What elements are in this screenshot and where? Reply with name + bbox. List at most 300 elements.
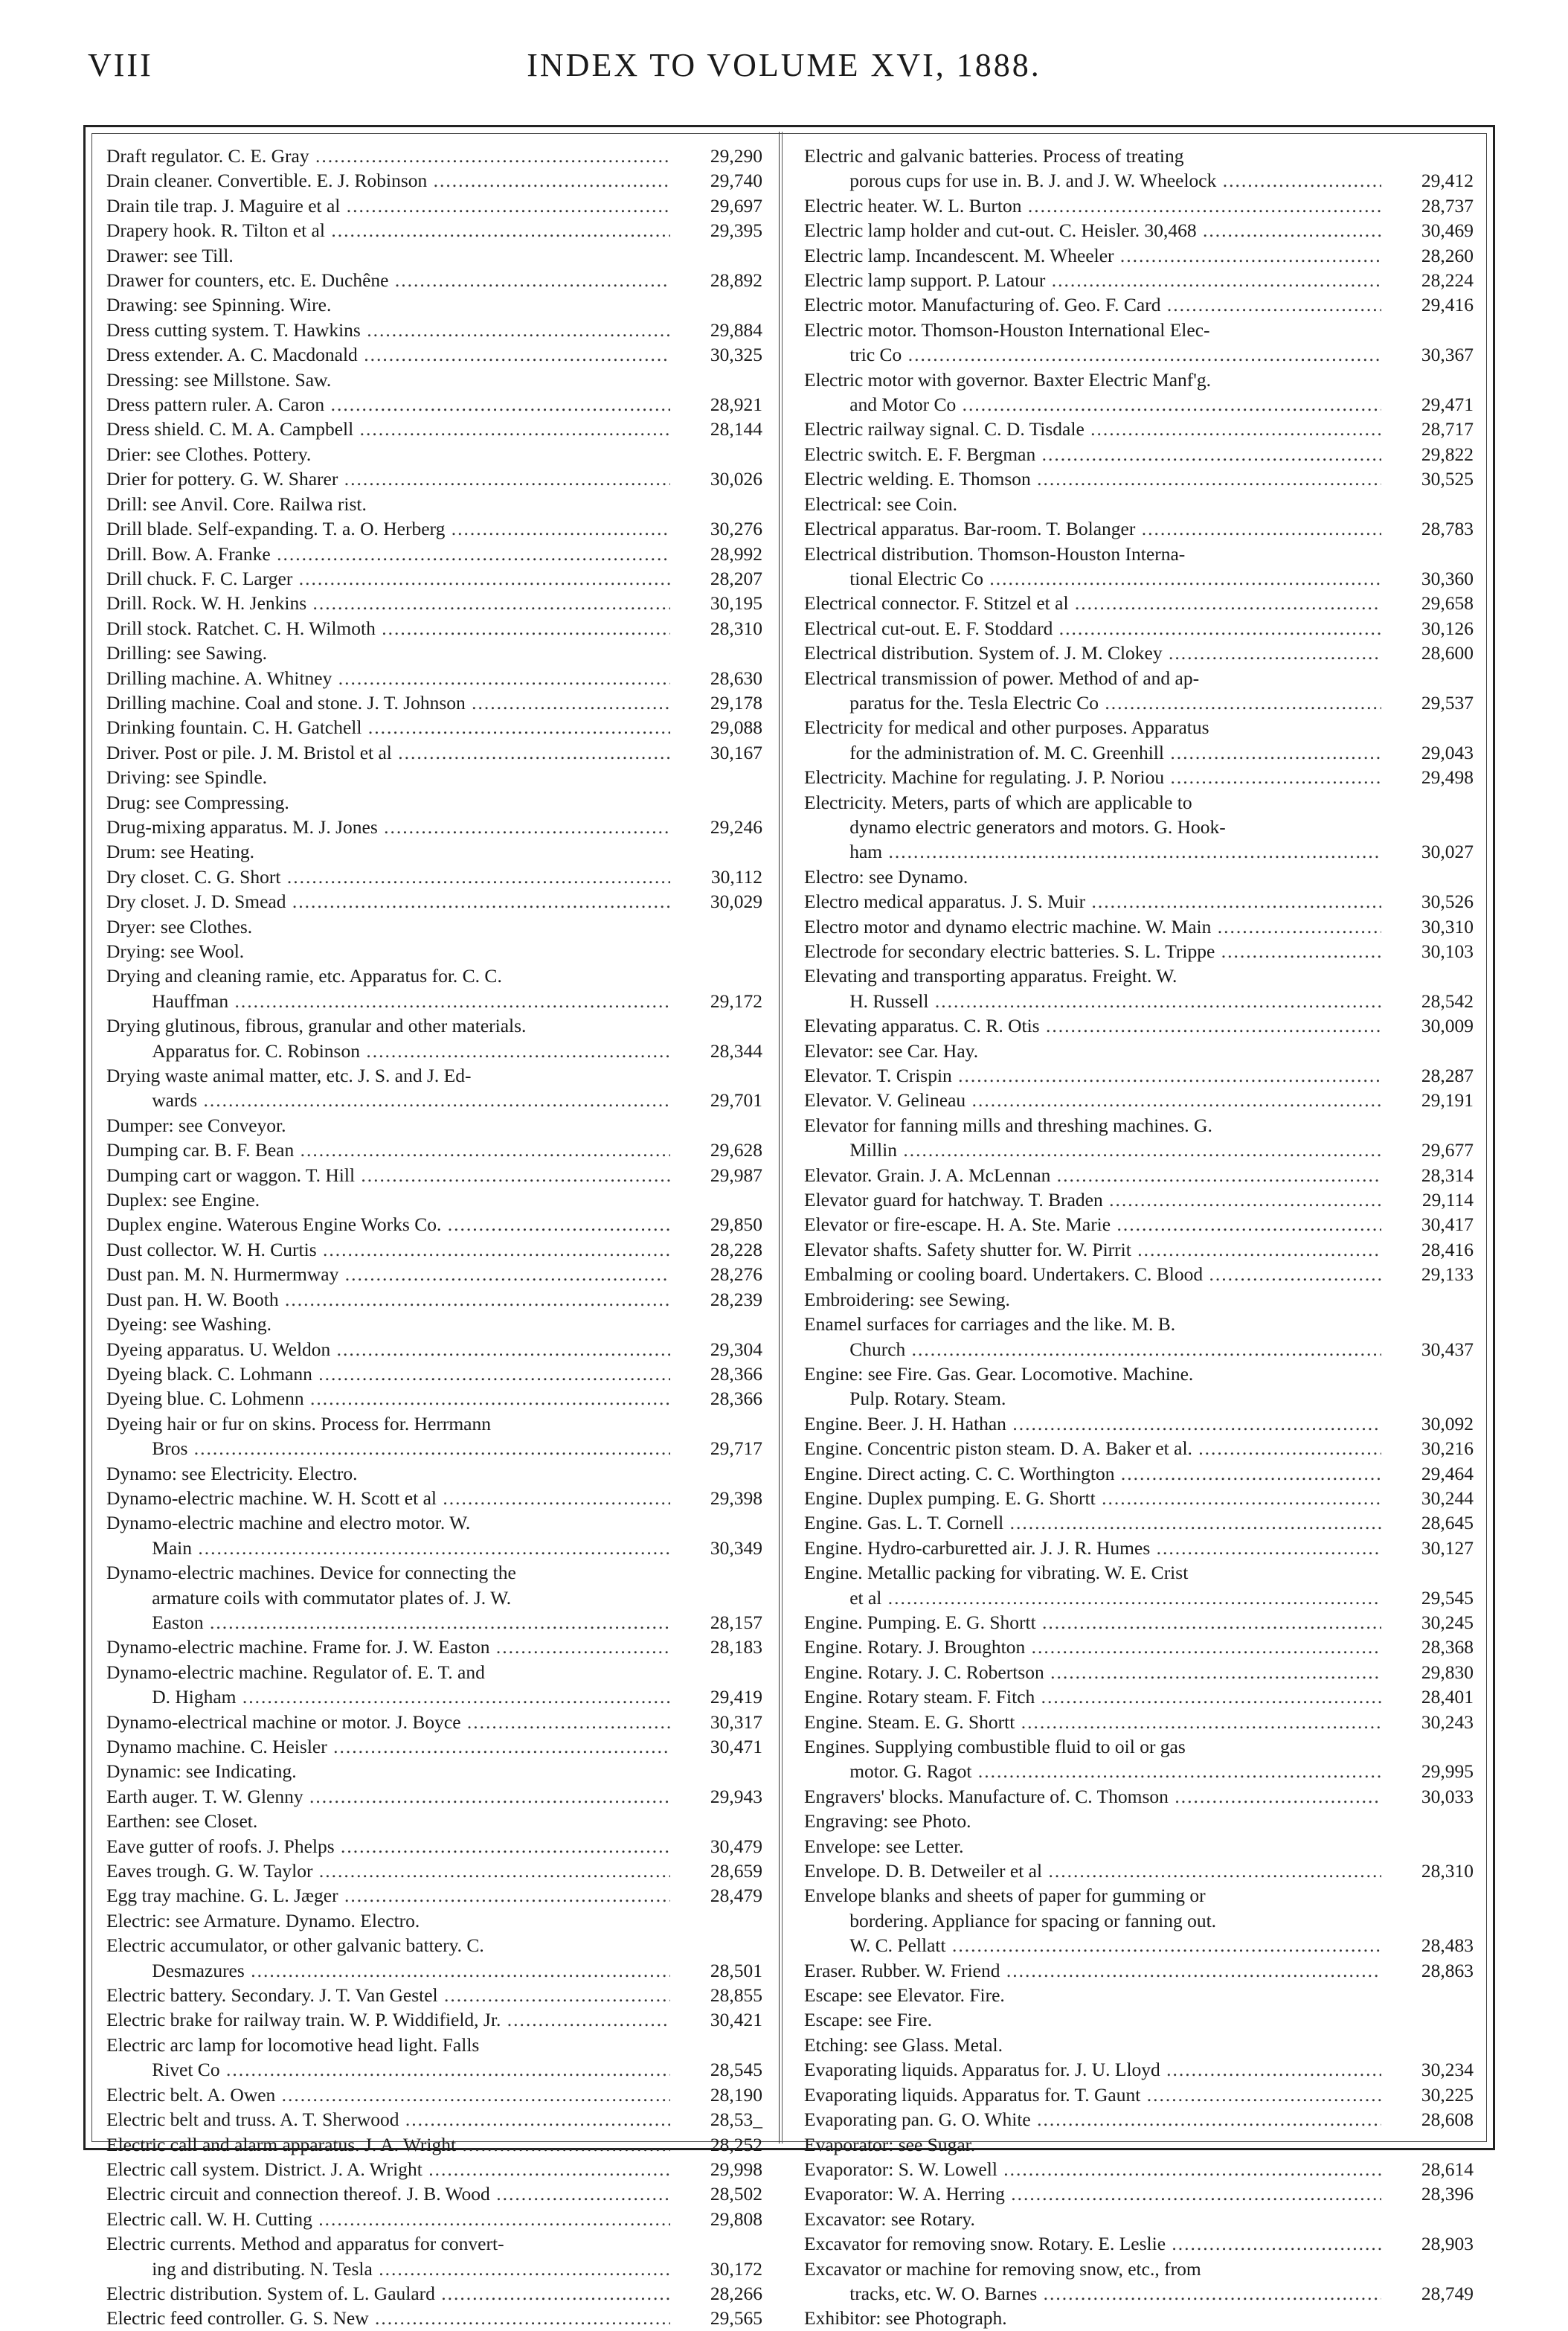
index-entry-text: Evaporating liquids. Apparatus for. T. Gaunt ..... [804, 2082, 1381, 2107]
index-entry-number: 28,366 [710, 1362, 762, 1385]
index-entry [106, 318, 762, 342]
index-entry-text: Elevator shafts. Safety shutter for. W. Pirrit ..... [804, 1237, 1381, 1262]
index-entry-number: 28,608 [1421, 2109, 1474, 2131]
index-entry [804, 566, 1474, 591]
index-entry-number: 28,903 [1421, 2233, 1474, 2255]
index-entry [106, 2207, 762, 2231]
index-entry [106, 715, 762, 740]
index-entry [804, 2107, 1474, 2132]
index-entry-text: Electric call. W. H. Cutting ..... [106, 2207, 670, 2231]
index-entry-text: Duplex engine. Waterous Engine Works Co. ..... [106, 1212, 670, 1237]
index-entry [106, 1287, 762, 1312]
index-entry [106, 1958, 762, 1983]
index-entry [106, 1262, 762, 1286]
index-entry-text: tional Electric Co ..... [804, 566, 1381, 591]
index-entry-text: Dynamo-electric machine and electro motor. W. [106, 1512, 471, 1534]
index-entry [106, 292, 762, 317]
index-entry-text: Dryer: see Clothes. [106, 915, 253, 937]
index-entry [804, 1262, 1474, 1286]
index-entry-number: 29,114 [1421, 1189, 1474, 1211]
index-entry [804, 292, 1474, 317]
index-entry-number: 29,830 [1421, 1661, 1474, 1683]
index-entry-text: Excavator: see Rotary. [804, 2207, 975, 2230]
index-entry-number: 30,225 [1421, 2083, 1474, 2106]
index-entry-text: Etching: see Glass. Metal. [804, 2033, 1003, 2056]
index-entry-number: 30,417 [1421, 1213, 1474, 1236]
index-entry-number: 29,808 [710, 2207, 762, 2230]
index-entry-text: and Motor Co ..... [804, 392, 1381, 417]
index-entry-text: Elevating apparatus. C. R. Otis ..... [804, 1013, 1381, 1038]
index-entry-text: Drapery hook. R. Tilton et al ..... [106, 218, 670, 243]
index-entry-number: 29,884 [710, 318, 762, 341]
index-entry [106, 1113, 762, 1138]
index-entry-number: 28,483 [1421, 1934, 1474, 1957]
index-entry [804, 268, 1474, 292]
index-entry [804, 243, 1474, 268]
index-entry-text: Electro medical apparatus. J. S. Muir ..... [804, 889, 1381, 914]
index-entry [804, 168, 1474, 193]
index-entry-text: Drill. Bow. A. Franke ..... [106, 542, 670, 566]
index-entry [804, 1088, 1474, 1112]
index-entry-number: 29,850 [710, 1213, 762, 1236]
index-entry-text: Electric call and alarm apparatus. J. A. Wright ..... [106, 2132, 670, 2157]
index-entry [804, 715, 1474, 740]
index-entry-number: 28,53_ [710, 2109, 762, 2131]
index-entry [804, 1734, 1474, 1759]
index-entry [106, 2007, 762, 2032]
index-entry-number: 28,144 [710, 418, 762, 440]
index-entry-text: Escape: see Fire. [804, 2009, 933, 2031]
index-entry-number: 29,416 [1421, 294, 1474, 316]
index-entry-text: Drill: see Anvil. Core. Railwa rist. [106, 493, 367, 515]
index-entry-number: 30,469 [1421, 219, 1474, 242]
index-entry-number: 29,998 [710, 2158, 762, 2180]
index-entry-text: Draft regulator. C. E. Gray ..... [106, 144, 670, 168]
index-entry-text: Hauffman ..... [106, 989, 670, 1013]
index-entry [106, 2157, 762, 2181]
index-column-left [106, 144, 762, 2331]
index-entry [804, 442, 1474, 466]
index-entry-text: Electrical connector. F. Stitzel et al ..... [804, 591, 1381, 615]
index-entry-text: Engine. Rotary. J. C. Robertson ..... [804, 1660, 1381, 1684]
index-entry-text: Electric motor. Thomson-Houston International Elec- [804, 318, 1210, 341]
index-entry-number: 29,498 [1421, 766, 1474, 789]
index-entry [106, 1237, 762, 1262]
index-entry [106, 417, 762, 441]
index-entry [804, 516, 1474, 541]
page-number: VIII [88, 47, 153, 83]
index-entry [106, 616, 762, 641]
index-entry-text: Dumping cart or waggon. T. Hill ..... [106, 1163, 670, 1187]
index-entry-number: 29,172 [710, 990, 762, 1012]
index-entry-number: 28,310 [1421, 1860, 1474, 1882]
index-entry-text: Millin ..... [804, 1138, 1381, 1162]
index-entry-number: 29,987 [710, 1164, 762, 1186]
index-entry [804, 1486, 1474, 1510]
index-entry-text: Electrical distribution. System of. J. M. Clokey ..... [804, 641, 1381, 665]
index-entry-text: Duplex: see Engine. [106, 1189, 260, 1211]
index-entry-text: Elevator: see Car. Hay. [804, 1039, 979, 1062]
index-entry [804, 492, 1474, 516]
index-entry-text: Envelope: see Letter. [804, 1835, 964, 1857]
index-entry [804, 1436, 1474, 1461]
index-entry-text: Dynamo: see Electricity. Electro. [106, 1462, 358, 1484]
index-entry-text: Envelope. D. B. Detweiler et al ..... [804, 1859, 1381, 1883]
index-entry-number: 28,183 [710, 1636, 762, 1658]
index-entry-number: 29,290 [710, 145, 762, 167]
index-entry [804, 1113, 1474, 1138]
index-entry [804, 318, 1474, 342]
index-entry-text: Egg tray machine. G. L. Jæger ..... [106, 1883, 670, 1908]
index-entry [106, 1784, 762, 1809]
index-entry-number: 30,245 [1421, 1611, 1474, 1633]
index-entry-number: 30,471 [710, 1736, 762, 1757]
index-entry-text: Driver. Post or pile. J. M. Bristol et al ..... [106, 740, 670, 765]
index-entry [804, 218, 1474, 243]
index-entry-number: 28,224 [1421, 269, 1474, 292]
index-entry-number: 29,717 [710, 1437, 762, 1460]
index-entry-number: 28,630 [710, 667, 762, 689]
index-entry-text: Dry closet. J. D. Smead ..... [106, 889, 670, 914]
index-entry [804, 666, 1474, 690]
index-entry-number: 29,178 [710, 691, 762, 714]
index-entry [106, 1212, 762, 1237]
index-entry-text: Electric feed controller. G. S. New ..... [106, 2306, 670, 2330]
index-entry-text: Eaves trough. G. W. Taylor ..... [106, 1859, 670, 1883]
index-entry [106, 1635, 762, 1659]
index-entry [804, 466, 1474, 491]
index-entry-text: Elevator. T. Crispin ..... [804, 1063, 1381, 1088]
index-entry [106, 963, 762, 988]
index-entry-number: 29,419 [710, 1686, 762, 1708]
index-entry [106, 839, 762, 864]
index-entry-number: 30,216 [1421, 1437, 1474, 1460]
index-entry [804, 2207, 1474, 2231]
index-entry-text: porous cups for use in. B. J. and J. W. Wheelock ..... [804, 168, 1381, 193]
index-entry [106, 342, 762, 367]
index-entry-text: Engraving: see Photo. [804, 1810, 971, 1833]
index-entry-text: Electrical cut-out. E. F. Stoddard ..... [804, 616, 1381, 641]
index-entry [106, 914, 762, 939]
index-entry-text: W. C. Pellatt ..... [804, 1933, 1381, 1958]
index-entry-number: 28,749 [1421, 2282, 1474, 2304]
index-entry-text: Drill. Rock. W. H. Jenkins ..... [106, 591, 670, 615]
index-entry [804, 144, 1474, 168]
index-entry [106, 442, 762, 466]
index-entry-number: 30,479 [710, 1835, 762, 1857]
index-entry-number: 30,234 [1421, 2059, 1474, 2081]
index-entry-number: 28,287 [1421, 1065, 1474, 1087]
index-entry-text: Electrical: see Coin. [804, 493, 958, 515]
index-entry [804, 1063, 1474, 1088]
index-entry-number: 29,133 [1421, 1263, 1474, 1286]
index-entry-text: Dress extender. A. C. Macdonald ..... [106, 342, 670, 367]
index-entry [804, 2057, 1474, 2082]
index-entry-text: Electricity. Machine for regulating. J. P. Noriou ..... [804, 765, 1381, 789]
index-entry-number: 28,207 [710, 567, 762, 589]
index-entry [804, 1163, 1474, 1187]
index-entry-number: 30,349 [710, 1536, 762, 1559]
index-entry [804, 417, 1474, 441]
index-entry [106, 1510, 762, 1535]
index-entry [804, 2007, 1474, 2032]
index-entry [106, 1759, 762, 1783]
index-entry-number: 28,366 [710, 1388, 762, 1410]
index-entry [106, 1710, 762, 1734]
index-entry [804, 2281, 1474, 2306]
index-entry-text: Desmazures ..... [106, 1958, 670, 1983]
index-entry [804, 1933, 1474, 1958]
index-entry-text: Dressing: see Millstone. Saw. [106, 368, 332, 391]
index-entry-number: 30,244 [1421, 1487, 1474, 1509]
index-entry [106, 1312, 762, 1336]
index-entry-text: Drilling machine. Coal and stone. J. T. Johnson ..... [106, 690, 670, 715]
index-entry [804, 865, 1474, 889]
index-entry-text: Elevating and transporting apparatus. Freight. W. [804, 965, 1177, 987]
index-entry [804, 1759, 1474, 1783]
index-entry-text: Dust pan. H. W. Booth ..... [106, 1287, 670, 1312]
index-entry-number: 30,310 [1421, 915, 1474, 937]
index-entry [804, 1809, 1474, 1833]
index-entry [804, 1386, 1474, 1411]
index-entry-text: Electro motor and dynamo electric machine. W. Main ..... [804, 914, 1381, 939]
index-entry [804, 1212, 1474, 1237]
index-entry [106, 1560, 762, 1585]
index-entry [106, 466, 762, 491]
index-entry [804, 193, 1474, 218]
index-entry-number: 28,600 [1421, 642, 1474, 664]
index-entry [106, 516, 762, 541]
index-entry-number: 28,545 [710, 2059, 762, 2081]
index-entry-text: armature coils with commutator plates of. J. W. [152, 1586, 512, 1609]
index-entry-number: 28,416 [1421, 1238, 1474, 1260]
index-entry [804, 1859, 1474, 1883]
index-entry-number: 29,395 [710, 219, 762, 242]
index-entry-text: Electric currents. Method and apparatus for convert- [106, 2233, 504, 2255]
index-entry-number: 30,195 [710, 592, 762, 615]
index-entry-text: Excavator for removing snow. Rotary. E. Leslie ..... [804, 2231, 1381, 2256]
index-entry-text: Main ..... [106, 1536, 670, 1560]
index-entry-number: 28,659 [710, 1860, 762, 1882]
index-entry-number: 29,628 [710, 1139, 762, 1161]
index-entry-text: Electric motor. Manufacturing of. Geo. F. Card ..... [804, 292, 1381, 317]
index-entry [106, 1187, 762, 1212]
index-entry [804, 2082, 1474, 2107]
index-entry-text: Drier for pottery. G. W. Sharer ..... [106, 466, 670, 491]
index-entry [804, 1536, 1474, 1560]
index-entry [804, 889, 1474, 914]
index-entry [106, 989, 762, 1013]
index-entry [804, 2257, 1474, 2281]
index-entry-text: Dyeing: see Washing. [106, 1313, 271, 1336]
index-entry [106, 566, 762, 591]
index-entry [804, 765, 1474, 789]
index-entry-text: Pulp. Rotary. Steam. [849, 1388, 1006, 1410]
index-entry [106, 144, 762, 168]
index-entry-text: Drain cleaner. Convertible. E. J. Robinson ..... [106, 168, 670, 193]
index-entry [106, 1411, 762, 1436]
index-entry-text: Drill blade. Self-expanding. T. a. O. Herberg ..... [106, 516, 670, 541]
index-entry-text: Electric brake for railway train. W. P. Widdifield, Jr. ..... [106, 2007, 670, 2032]
index-entry-text: Engine. Pumping. E. G. Shortt ..... [804, 1610, 1381, 1635]
index-entry-text: Dry closet. C. G. Short ..... [106, 865, 670, 889]
index-entry [106, 2181, 762, 2206]
index-entry-number: 29,464 [1421, 1462, 1474, 1484]
index-entry-text: Engine. Rotary steam. F. Fitch ..... [804, 1684, 1381, 1709]
index-entry-text: Apparatus for. C. Robinson ..... [106, 1039, 670, 1063]
index-entry-text: Electric lamp. Incandescent. M. Wheeler ..... [804, 243, 1381, 268]
index-entry-number: 29,677 [1421, 1139, 1474, 1161]
index-entry-number: 29,565 [710, 2307, 762, 2330]
index-entry [106, 2033, 762, 2057]
index-entry-text: Dress shield. C. M. A. Campbell ..... [106, 417, 670, 441]
index-entry [106, 1834, 762, 1859]
index-entry [106, 641, 762, 665]
index-entry [804, 1362, 1474, 1386]
index-entry-number: 30,243 [1421, 1710, 1474, 1733]
index-entry [106, 1684, 762, 1709]
index-entry-text: Electric belt and truss. A. T. Sherwood ..... [106, 2107, 670, 2132]
index-entry-number: 29,246 [710, 815, 762, 838]
index-entry [106, 765, 762, 789]
index-entry-number: 28,502 [710, 2183, 762, 2205]
index-entry [804, 839, 1474, 864]
index-entry [804, 1560, 1474, 1585]
index-entry-number: 29,471 [1421, 394, 1474, 416]
index-entry-number: 28,921 [710, 394, 762, 416]
index-entry [106, 1660, 762, 1684]
index-entry [804, 1834, 1474, 1859]
index-entry-text: H. Russell ..... [804, 989, 1381, 1013]
column-divider-secondary [782, 132, 783, 2144]
index-entry [106, 243, 762, 268]
index-entry-text: Drying waste animal matter, etc. J. S. and J. Ed- [106, 1065, 472, 1087]
index-entry-number: 29,701 [710, 1089, 762, 1112]
index-entry-text: Engine. Metallic packing for vibrating. W. E. Crist [804, 1562, 1189, 1584]
index-entry [106, 939, 762, 963]
index-entry-text: Engine. Hydro-carburetted air. J. J. R. Humes ..... [804, 1536, 1381, 1560]
index-entry-number: 30,421 [710, 2009, 762, 2031]
index-entry-number: 30,526 [1421, 891, 1474, 913]
index-entry-text: Drawer: see Till. [106, 244, 234, 266]
index-entry-number: 28,401 [1421, 1686, 1474, 1708]
index-entry-text: Electric welding. E. Thomson ..... [804, 466, 1381, 491]
index-entry-text: Engine. Rotary. J. Broughton ..... [804, 1635, 1381, 1659]
index-entry [804, 542, 1474, 566]
index-entry-number: 30,172 [710, 2257, 762, 2280]
index-entry-number: 28,310 [710, 617, 762, 639]
index-entry-text: dynamo electric generators and motors. G. Hook- [849, 815, 1226, 838]
index-entry [804, 1461, 1474, 1486]
index-entry [804, 1337, 1474, 1362]
index-entry-number: 28,260 [1421, 244, 1474, 266]
index-entry [106, 1386, 762, 1411]
index-entry [106, 1933, 762, 1958]
index-entry-number: 29,088 [710, 716, 762, 739]
index-entry-text: Dress pattern ruler. A. Caron ..... [106, 392, 670, 417]
index-entry [106, 168, 762, 193]
index-entry [106, 218, 762, 243]
index-entry-number: 28,783 [1421, 518, 1474, 540]
index-entry [106, 815, 762, 839]
index-entry-number: 29,545 [1421, 1586, 1474, 1609]
index-entry-number: 29,412 [1421, 170, 1474, 192]
index-entry [106, 1039, 762, 1063]
index-entry [106, 268, 762, 292]
index-entry-number: 30,126 [1421, 617, 1474, 639]
index-entry-number: 28,717 [1421, 418, 1474, 440]
index-entry-number: 29,995 [1421, 1760, 1474, 1783]
index-entry-text: Engravers' blocks. Manufacture of. C. Thomson ..... [804, 1784, 1381, 1809]
index-entry [804, 1958, 1474, 1983]
index-entry-text: Electric: see Armature. Dynamo. Electro. [106, 1909, 420, 1931]
index-entry [106, 392, 762, 417]
index-entry [804, 815, 1474, 839]
index-entry [804, 2157, 1474, 2181]
index-entry [106, 1013, 762, 1038]
index-entry-text: Dust pan. M. N. Hurmermway ..... [106, 1262, 670, 1286]
index-entry [106, 666, 762, 690]
index-entry [106, 1610, 762, 1635]
index-entry [106, 2107, 762, 2132]
index-entry-text: Dynamo-electric machine. W. H. Scott et al ..... [106, 1486, 670, 1510]
index-entry-number: 30,103 [1421, 940, 1474, 962]
index-entry-text: Escape: see Elevator. Fire. [804, 1984, 1005, 2007]
index-entry-number: 30,525 [1421, 468, 1474, 490]
index-entry-text: Dynamo-electrical machine or motor. J. Boyce ..... [106, 1710, 670, 1734]
index-entry-number: 29,943 [710, 1785, 762, 1807]
index-entry-text: bordering. Appliance for spacing or fanning out. [849, 1909, 1217, 1931]
index-entry-number: 30,009 [1421, 1015, 1474, 1037]
index-entry-text: Drug-mixing apparatus. M. J. Jones ..... [106, 815, 670, 839]
index-entry-text: Engine. Concentric piston steam. D. A. Baker et al. ..... [804, 1436, 1381, 1461]
index-entry-text: Excavator or machine for removing snow, etc., from [804, 2257, 1201, 2280]
index-entry-number: 30,325 [710, 344, 762, 366]
index-entry-text: wards ..... [106, 1088, 670, 1112]
index-entry-text: Eave gutter of roofs. J. Phelps ..... [106, 1834, 670, 1859]
index-entry-text: Drain tile trap. J. Maguire et al ..... [106, 193, 670, 218]
index-entry-text: Dynamo-electric machine. Regulator of. E. T. and [106, 1661, 485, 1683]
index-entry-number: 29,398 [710, 1487, 762, 1509]
index-entry [804, 1510, 1474, 1535]
index-entry-number: 29,740 [710, 170, 762, 192]
index-entry-text: Elevator. V. Gelineau ..... [804, 1088, 1381, 1112]
index-entry-text: Electrode for secondary electric batteries. S. L. Trippe ..... [804, 939, 1381, 963]
index-entry-number: 30,360 [1421, 567, 1474, 589]
page-title: INDEX TO VOLUME XVI, 1888. [527, 47, 1041, 83]
index-entry-text: Electricity for medical and other purposes. Apparatus [804, 716, 1209, 739]
index-entry-number: 28,396 [1421, 2183, 1474, 2205]
index-entry-text: Earthen: see Closet. [106, 1810, 258, 1833]
index-entry-text: paratus for the. Tesla Electric Co ..... [804, 690, 1381, 715]
index-entry-number: 28,157 [710, 1611, 762, 1633]
index-entry-text: Earth auger. T. W. Glenny ..... [106, 1784, 670, 1809]
index-entry-number: 28,344 [710, 1039, 762, 1062]
index-entry [106, 2281, 762, 2306]
index-entry-text: Electric accumulator, or other galvanic battery. C. [106, 1934, 484, 1957]
index-entry [804, 1411, 1474, 1436]
index-entry [804, 690, 1474, 715]
index-entry-number: 29,537 [1421, 691, 1474, 714]
index-entry-text: Eraser. Rubber. W. Friend ..... [804, 1958, 1381, 1983]
index-entry-number: 28,992 [710, 542, 762, 565]
index-entry-text: Dynamo-electric machines. Device for connecting the [106, 1562, 516, 1584]
index-entry-text: Engine. Direct acting. C. C. Worthington ..... [804, 1461, 1381, 1486]
index-entry-text: tric Co ..... [804, 342, 1381, 367]
index-entry-number: 28,863 [1421, 1959, 1474, 1981]
index-entry [106, 2257, 762, 2281]
index-entry-text: et al ..... [804, 1585, 1381, 1610]
